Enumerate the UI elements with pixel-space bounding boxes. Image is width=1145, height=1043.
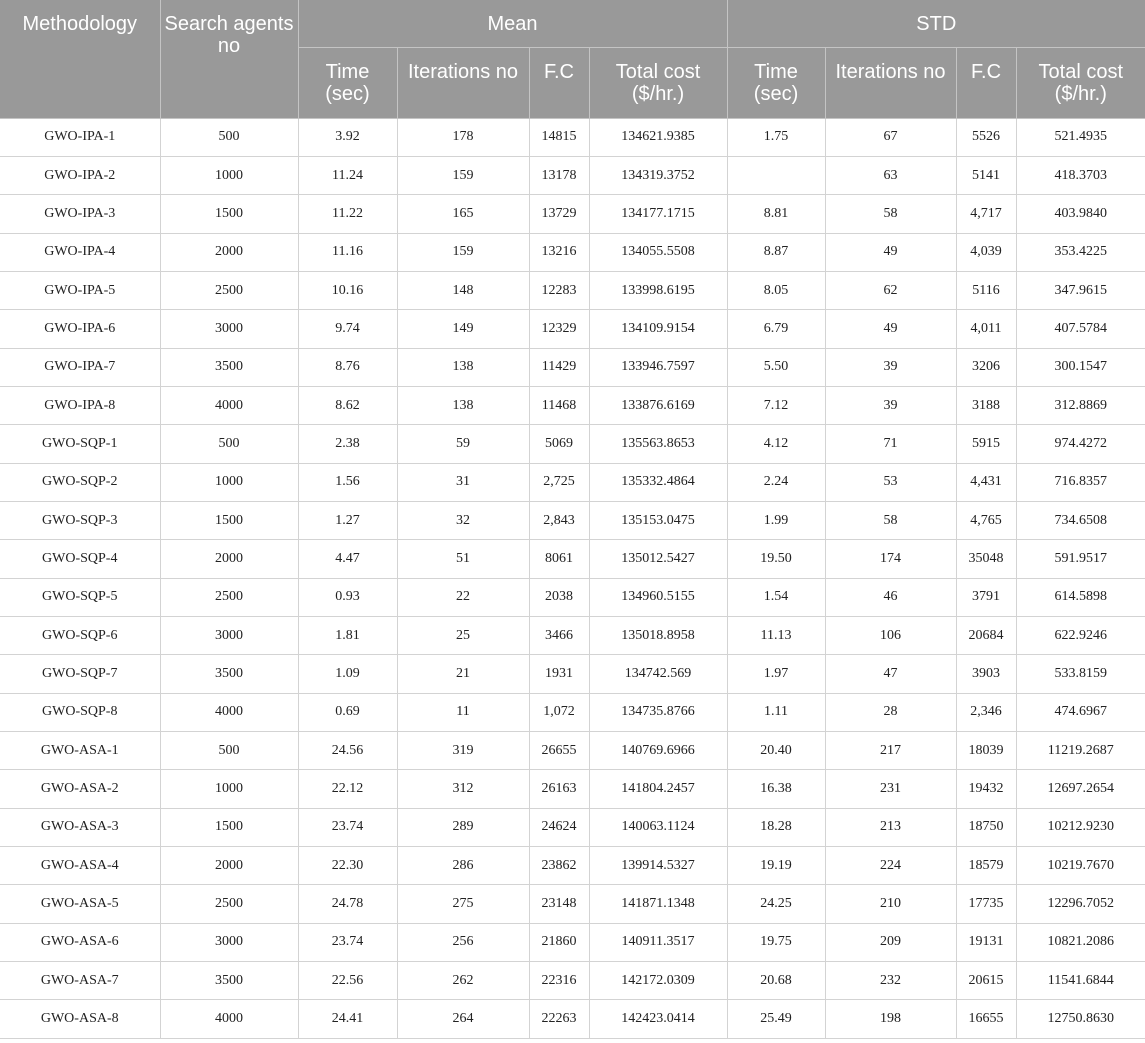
cell-std-time: 1.75 <box>727 118 825 156</box>
cell-mean-iterations: 51 <box>397 540 529 578</box>
cell-mean-fc: 3466 <box>529 616 589 654</box>
cell-std-fc: 5116 <box>956 271 1016 309</box>
cell-std-iterations: 39 <box>825 348 956 386</box>
cell-mean-time: 24.78 <box>298 885 397 923</box>
cell-methodology: GWO-SQP-3 <box>0 501 160 539</box>
cell-methodology: GWO-ASA-5 <box>0 885 160 923</box>
cell-std-total-cost: 353.4225 <box>1016 233 1145 271</box>
cell-std-total-cost: 11541.6844 <box>1016 962 1145 1000</box>
cell-mean-time: 11.22 <box>298 195 397 233</box>
cell-std-total-cost: 10212.9230 <box>1016 808 1145 846</box>
cell-mean-iterations: 178 <box>397 118 529 156</box>
cell-std-iterations: 46 <box>825 578 956 616</box>
cell-std-time: 8.87 <box>727 233 825 271</box>
cell-std-time: 16.38 <box>727 770 825 808</box>
cell-mean-iterations: 31 <box>397 463 529 501</box>
cell-search-agents: 1000 <box>160 770 298 808</box>
cell-std-iterations: 210 <box>825 885 956 923</box>
cell-mean-fc: 24624 <box>529 808 589 846</box>
cell-mean-fc: 11468 <box>529 386 589 424</box>
cell-search-agents: 2000 <box>160 847 298 885</box>
cell-std-total-cost: 533.8159 <box>1016 655 1145 693</box>
cell-mean-iterations: 138 <box>397 386 529 424</box>
cell-std-fc: 19131 <box>956 923 1016 961</box>
cell-std-time: 18.28 <box>727 808 825 846</box>
cell-mean-total-cost: 135153.0475 <box>589 501 727 539</box>
cell-mean-time: 23.74 <box>298 923 397 961</box>
cell-std-fc: 3206 <box>956 348 1016 386</box>
cell-mean-fc: 11429 <box>529 348 589 386</box>
cell-search-agents: 3000 <box>160 310 298 348</box>
cell-methodology: GWO-SQP-2 <box>0 463 160 501</box>
table-row <box>0 501 1145 539</box>
cell-methodology: GWO-ASA-6 <box>0 923 160 961</box>
cell-mean-fc: 23148 <box>529 885 589 923</box>
table-row <box>0 425 1145 463</box>
cell-std-time: 20.68 <box>727 962 825 1000</box>
cell-methodology: GWO-IPA-7 <box>0 348 160 386</box>
cell-std-iterations: 232 <box>825 962 956 1000</box>
cell-std-time: 20.40 <box>727 732 825 770</box>
cell-mean-fc: 26655 <box>529 732 589 770</box>
table-row <box>0 463 1145 501</box>
cell-std-iterations: 71 <box>825 425 956 463</box>
cell-search-agents: 500 <box>160 118 298 156</box>
table-row <box>0 156 1145 194</box>
cell-mean-time: 22.30 <box>298 847 397 885</box>
table-row <box>0 118 1145 156</box>
table-row <box>0 770 1145 808</box>
cell-std-iterations: 106 <box>825 616 956 654</box>
cell-mean-total-cost: 134055.5508 <box>589 233 727 271</box>
cell-mean-time: 1.56 <box>298 463 397 501</box>
cell-mean-fc: 1,072 <box>529 693 589 731</box>
cell-std-total-cost: 418.3703 <box>1016 156 1145 194</box>
table-row <box>0 271 1145 309</box>
cell-std-iterations: 198 <box>825 1000 956 1038</box>
cell-methodology: GWO-ASA-4 <box>0 847 160 885</box>
cell-mean-fc: 13216 <box>529 233 589 271</box>
cell-mean-iterations: 138 <box>397 348 529 386</box>
header-std: STD <box>727 0 1145 47</box>
cell-std-fc: 4,011 <box>956 310 1016 348</box>
cell-mean-fc: 8061 <box>529 540 589 578</box>
cell-methodology: GWO-IPA-8 <box>0 386 160 424</box>
table-row <box>0 578 1145 616</box>
cell-mean-time: 1.81 <box>298 616 397 654</box>
cell-mean-iterations: 32 <box>397 501 529 539</box>
table-row <box>0 923 1145 961</box>
cell-mean-iterations: 286 <box>397 847 529 885</box>
cell-mean-total-cost: 135018.8958 <box>589 616 727 654</box>
cell-mean-total-cost: 139914.5327 <box>589 847 727 885</box>
cell-mean-time: 8.76 <box>298 348 397 386</box>
cell-std-time: 11.13 <box>727 616 825 654</box>
cell-mean-iterations: 159 <box>397 233 529 271</box>
cell-mean-time: 22.56 <box>298 962 397 1000</box>
header-mean-time: Time (sec) <box>298 47 397 118</box>
cell-mean-total-cost: 134177.1715 <box>589 195 727 233</box>
cell-mean-iterations: 159 <box>397 156 529 194</box>
cell-std-fc: 18579 <box>956 847 1016 885</box>
cell-methodology: GWO-IPA-3 <box>0 195 160 233</box>
cell-std-total-cost: 12296.7052 <box>1016 885 1145 923</box>
header-search-agents: Search agents no <box>160 0 298 118</box>
cell-search-agents: 2000 <box>160 233 298 271</box>
cell-std-time: 8.81 <box>727 195 825 233</box>
cell-mean-time: 3.92 <box>298 118 397 156</box>
cell-std-fc: 4,039 <box>956 233 1016 271</box>
cell-search-agents: 1500 <box>160 808 298 846</box>
table-row <box>0 233 1145 271</box>
cell-methodology: GWO-IPA-2 <box>0 156 160 194</box>
cell-std-total-cost: 474.6967 <box>1016 693 1145 731</box>
cell-std-iterations: 49 <box>825 310 956 348</box>
cell-methodology: GWO-SQP-6 <box>0 616 160 654</box>
cell-methodology: GWO-SQP-1 <box>0 425 160 463</box>
cell-methodology: GWO-IPA-1 <box>0 118 160 156</box>
cell-std-total-cost: 591.9517 <box>1016 540 1145 578</box>
header-mean-total-cost: Total cost ($/hr.) <box>589 47 727 118</box>
cell-mean-total-cost: 141804.2457 <box>589 770 727 808</box>
cell-std-fc: 5141 <box>956 156 1016 194</box>
cell-mean-total-cost: 134319.3752 <box>589 156 727 194</box>
table-row <box>0 885 1145 923</box>
cell-mean-iterations: 148 <box>397 271 529 309</box>
cell-mean-iterations: 262 <box>397 962 529 1000</box>
cell-search-agents: 1000 <box>160 463 298 501</box>
cell-mean-total-cost: 133946.7597 <box>589 348 727 386</box>
cell-std-iterations: 39 <box>825 386 956 424</box>
cell-std-iterations: 58 <box>825 195 956 233</box>
cell-std-time: 7.12 <box>727 386 825 424</box>
table-row <box>0 386 1145 424</box>
cell-mean-time: 8.62 <box>298 386 397 424</box>
table-row <box>0 348 1145 386</box>
table-row <box>0 310 1145 348</box>
cell-std-total-cost: 974.4272 <box>1016 425 1145 463</box>
cell-search-agents: 1000 <box>160 156 298 194</box>
cell-std-iterations: 67 <box>825 118 956 156</box>
cell-std-time: 5.50 <box>727 348 825 386</box>
cell-std-time: 19.50 <box>727 540 825 578</box>
cell-std-time: 1.11 <box>727 693 825 731</box>
cell-mean-time: 4.47 <box>298 540 397 578</box>
cell-std-fc: 20684 <box>956 616 1016 654</box>
cell-mean-fc: 12283 <box>529 271 589 309</box>
cell-std-fc: 2,346 <box>956 693 1016 731</box>
cell-std-fc: 35048 <box>956 540 1016 578</box>
cell-std-time: 4.12 <box>727 425 825 463</box>
cell-mean-fc: 23862 <box>529 847 589 885</box>
cell-mean-total-cost: 140911.3517 <box>589 923 727 961</box>
cell-std-total-cost: 10219.7670 <box>1016 847 1145 885</box>
cell-mean-iterations: 264 <box>397 1000 529 1038</box>
cell-std-fc: 5526 <box>956 118 1016 156</box>
cell-mean-iterations: 149 <box>397 310 529 348</box>
cell-std-fc: 18750 <box>956 808 1016 846</box>
cell-mean-iterations: 312 <box>397 770 529 808</box>
cell-mean-fc: 13729 <box>529 195 589 233</box>
cell-mean-fc: 22316 <box>529 962 589 1000</box>
cell-mean-total-cost: 140063.1124 <box>589 808 727 846</box>
cell-std-time: 1.54 <box>727 578 825 616</box>
table-row <box>0 540 1145 578</box>
cell-mean-fc: 2,843 <box>529 501 589 539</box>
cell-mean-fc: 26163 <box>529 770 589 808</box>
cell-search-agents: 3000 <box>160 616 298 654</box>
cell-std-fc: 3791 <box>956 578 1016 616</box>
cell-std-time: 6.79 <box>727 310 825 348</box>
cell-std-total-cost: 347.9615 <box>1016 271 1145 309</box>
cell-mean-total-cost: 141871.1348 <box>589 885 727 923</box>
cell-mean-time: 24.41 <box>298 1000 397 1038</box>
cell-mean-fc: 1931 <box>529 655 589 693</box>
cell-mean-total-cost: 134621.9385 <box>589 118 727 156</box>
cell-mean-fc: 2,725 <box>529 463 589 501</box>
cell-mean-time: 11.16 <box>298 233 397 271</box>
cell-search-agents: 2500 <box>160 271 298 309</box>
cell-std-iterations: 209 <box>825 923 956 961</box>
cell-std-fc: 19432 <box>956 770 1016 808</box>
table-row <box>0 962 1145 1000</box>
table-row <box>0 693 1145 731</box>
header-mean: Mean <box>298 0 727 47</box>
header-std-fc: F.C <box>956 47 1016 118</box>
cell-methodology: GWO-SQP-8 <box>0 693 160 731</box>
cell-std-iterations: 63 <box>825 156 956 194</box>
cell-search-agents: 500 <box>160 425 298 463</box>
cell-std-iterations: 62 <box>825 271 956 309</box>
cell-std-iterations: 231 <box>825 770 956 808</box>
cell-mean-iterations: 289 <box>397 808 529 846</box>
cell-search-agents: 3500 <box>160 962 298 1000</box>
cell-mean-iterations: 275 <box>397 885 529 923</box>
cell-mean-time: 22.12 <box>298 770 397 808</box>
cell-search-agents: 4000 <box>160 386 298 424</box>
cell-std-total-cost: 12750.8630 <box>1016 1000 1145 1038</box>
cell-std-time: 25.49 <box>727 1000 825 1038</box>
cell-std-fc: 17735 <box>956 885 1016 923</box>
header-mean-fc: F.C <box>529 47 589 118</box>
cell-methodology: GWO-ASA-8 <box>0 1000 160 1038</box>
header-std-total-cost: Total cost ($/hr.) <box>1016 47 1145 118</box>
cell-std-total-cost: 12697.2654 <box>1016 770 1145 808</box>
cell-std-fc: 3903 <box>956 655 1016 693</box>
cell-mean-total-cost: 135563.8653 <box>589 425 727 463</box>
cell-mean-total-cost: 142423.0414 <box>589 1000 727 1038</box>
cell-search-agents: 2500 <box>160 885 298 923</box>
table-row <box>0 655 1145 693</box>
cell-mean-total-cost: 142172.0309 <box>589 962 727 1000</box>
cell-std-iterations: 213 <box>825 808 956 846</box>
cell-std-total-cost: 11219.2687 <box>1016 732 1145 770</box>
cell-mean-total-cost: 134960.5155 <box>589 578 727 616</box>
cell-mean-total-cost: 133876.6169 <box>589 386 727 424</box>
cell-std-total-cost: 300.1547 <box>1016 348 1145 386</box>
cell-methodology: GWO-IPA-5 <box>0 271 160 309</box>
cell-search-agents: 2500 <box>160 578 298 616</box>
header-std-time: Time (sec) <box>727 47 825 118</box>
table-body <box>0 118 1145 1038</box>
cell-std-time: 19.75 <box>727 923 825 961</box>
cell-std-iterations: 174 <box>825 540 956 578</box>
cell-std-total-cost: 403.9840 <box>1016 195 1145 233</box>
cell-std-fc: 20615 <box>956 962 1016 1000</box>
cell-mean-time: 9.74 <box>298 310 397 348</box>
cell-methodology: GWO-SQP-4 <box>0 540 160 578</box>
cell-mean-iterations: 59 <box>397 425 529 463</box>
cell-std-fc: 16655 <box>956 1000 1016 1038</box>
cell-std-iterations: 224 <box>825 847 956 885</box>
cell-mean-fc: 12329 <box>529 310 589 348</box>
cell-mean-time: 2.38 <box>298 425 397 463</box>
cell-std-total-cost: 407.5784 <box>1016 310 1145 348</box>
cell-search-agents: 500 <box>160 732 298 770</box>
table-row <box>0 847 1145 885</box>
cell-mean-total-cost: 134109.9154 <box>589 310 727 348</box>
cell-mean-time: 23.74 <box>298 808 397 846</box>
cell-mean-iterations: 165 <box>397 195 529 233</box>
cell-std-iterations: 47 <box>825 655 956 693</box>
cell-mean-fc: 22263 <box>529 1000 589 1038</box>
cell-std-iterations: 58 <box>825 501 956 539</box>
table-row <box>0 732 1145 770</box>
cell-std-time: 1.99 <box>727 501 825 539</box>
cell-search-agents: 4000 <box>160 693 298 731</box>
cell-mean-total-cost: 135332.4864 <box>589 463 727 501</box>
cell-search-agents: 3500 <box>160 655 298 693</box>
cell-std-time: 19.19 <box>727 847 825 885</box>
cell-mean-total-cost: 134742.569 <box>589 655 727 693</box>
cell-methodology: GWO-IPA-6 <box>0 310 160 348</box>
cell-methodology: GWO-ASA-1 <box>0 732 160 770</box>
table-row <box>0 616 1145 654</box>
cell-std-total-cost: 622.9246 <box>1016 616 1145 654</box>
cell-std-total-cost: 614.5898 <box>1016 578 1145 616</box>
cell-std-total-cost: 10821.2086 <box>1016 923 1145 961</box>
cell-std-time: 24.25 <box>727 885 825 923</box>
cell-mean-total-cost: 134735.8766 <box>589 693 727 731</box>
cell-mean-time: 1.09 <box>298 655 397 693</box>
cell-std-fc: 3188 <box>956 386 1016 424</box>
cell-std-fc: 4,717 <box>956 195 1016 233</box>
cell-std-iterations: 28 <box>825 693 956 731</box>
header-std-iterations: Iterations no <box>825 47 956 118</box>
cell-std-iterations: 49 <box>825 233 956 271</box>
cell-mean-time: 0.93 <box>298 578 397 616</box>
cell-mean-total-cost: 135012.5427 <box>589 540 727 578</box>
table-header <box>0 0 1145 118</box>
cell-search-agents: 1500 <box>160 501 298 539</box>
cell-mean-iterations: 22 <box>397 578 529 616</box>
header-methodology: Methodology <box>0 0 160 118</box>
cell-std-total-cost: 734.6508 <box>1016 501 1145 539</box>
cell-std-time: 1.97 <box>727 655 825 693</box>
cell-std-iterations: 53 <box>825 463 956 501</box>
cell-mean-iterations: 319 <box>397 732 529 770</box>
cell-std-time: 8.05 <box>727 271 825 309</box>
cell-std-fc: 5915 <box>956 425 1016 463</box>
cell-std-fc: 18039 <box>956 732 1016 770</box>
cell-mean-time: 24.56 <box>298 732 397 770</box>
cell-std-fc: 4,431 <box>956 463 1016 501</box>
table-row <box>0 195 1145 233</box>
cell-mean-iterations: 11 <box>397 693 529 731</box>
cell-std-time <box>727 156 825 194</box>
cell-std-total-cost: 521.4935 <box>1016 118 1145 156</box>
cell-methodology: GWO-SQP-7 <box>0 655 160 693</box>
cell-mean-total-cost: 133998.6195 <box>589 271 727 309</box>
cell-search-agents: 4000 <box>160 1000 298 1038</box>
cell-methodology: GWO-SQP-5 <box>0 578 160 616</box>
cell-search-agents: 2000 <box>160 540 298 578</box>
cell-mean-fc: 21860 <box>529 923 589 961</box>
table-row <box>0 1000 1145 1038</box>
cell-mean-fc: 2038 <box>529 578 589 616</box>
cell-mean-total-cost: 140769.6966 <box>589 732 727 770</box>
cell-mean-fc: 5069 <box>529 425 589 463</box>
cell-mean-time: 0.69 <box>298 693 397 731</box>
cell-std-total-cost: 312.8869 <box>1016 386 1145 424</box>
cell-mean-time: 1.27 <box>298 501 397 539</box>
cell-std-time: 2.24 <box>727 463 825 501</box>
cell-mean-iterations: 256 <box>397 923 529 961</box>
cell-mean-fc: 14815 <box>529 118 589 156</box>
cell-methodology: GWO-ASA-3 <box>0 808 160 846</box>
cell-mean-fc: 13178 <box>529 156 589 194</box>
cell-mean-iterations: 21 <box>397 655 529 693</box>
cell-std-fc: 4,765 <box>956 501 1016 539</box>
cell-search-agents: 3000 <box>160 923 298 961</box>
cell-mean-time: 11.24 <box>298 156 397 194</box>
cell-search-agents: 3500 <box>160 348 298 386</box>
cell-std-total-cost: 716.8357 <box>1016 463 1145 501</box>
cell-methodology: GWO-IPA-4 <box>0 233 160 271</box>
cell-mean-iterations: 25 <box>397 616 529 654</box>
cell-mean-time: 10.16 <box>298 271 397 309</box>
header-mean-iterations: Iterations no <box>397 47 529 118</box>
table-row <box>0 808 1145 846</box>
cell-search-agents: 1500 <box>160 195 298 233</box>
cell-std-iterations: 217 <box>825 732 956 770</box>
cell-methodology: GWO-ASA-7 <box>0 962 160 1000</box>
cell-methodology: GWO-ASA-2 <box>0 770 160 808</box>
